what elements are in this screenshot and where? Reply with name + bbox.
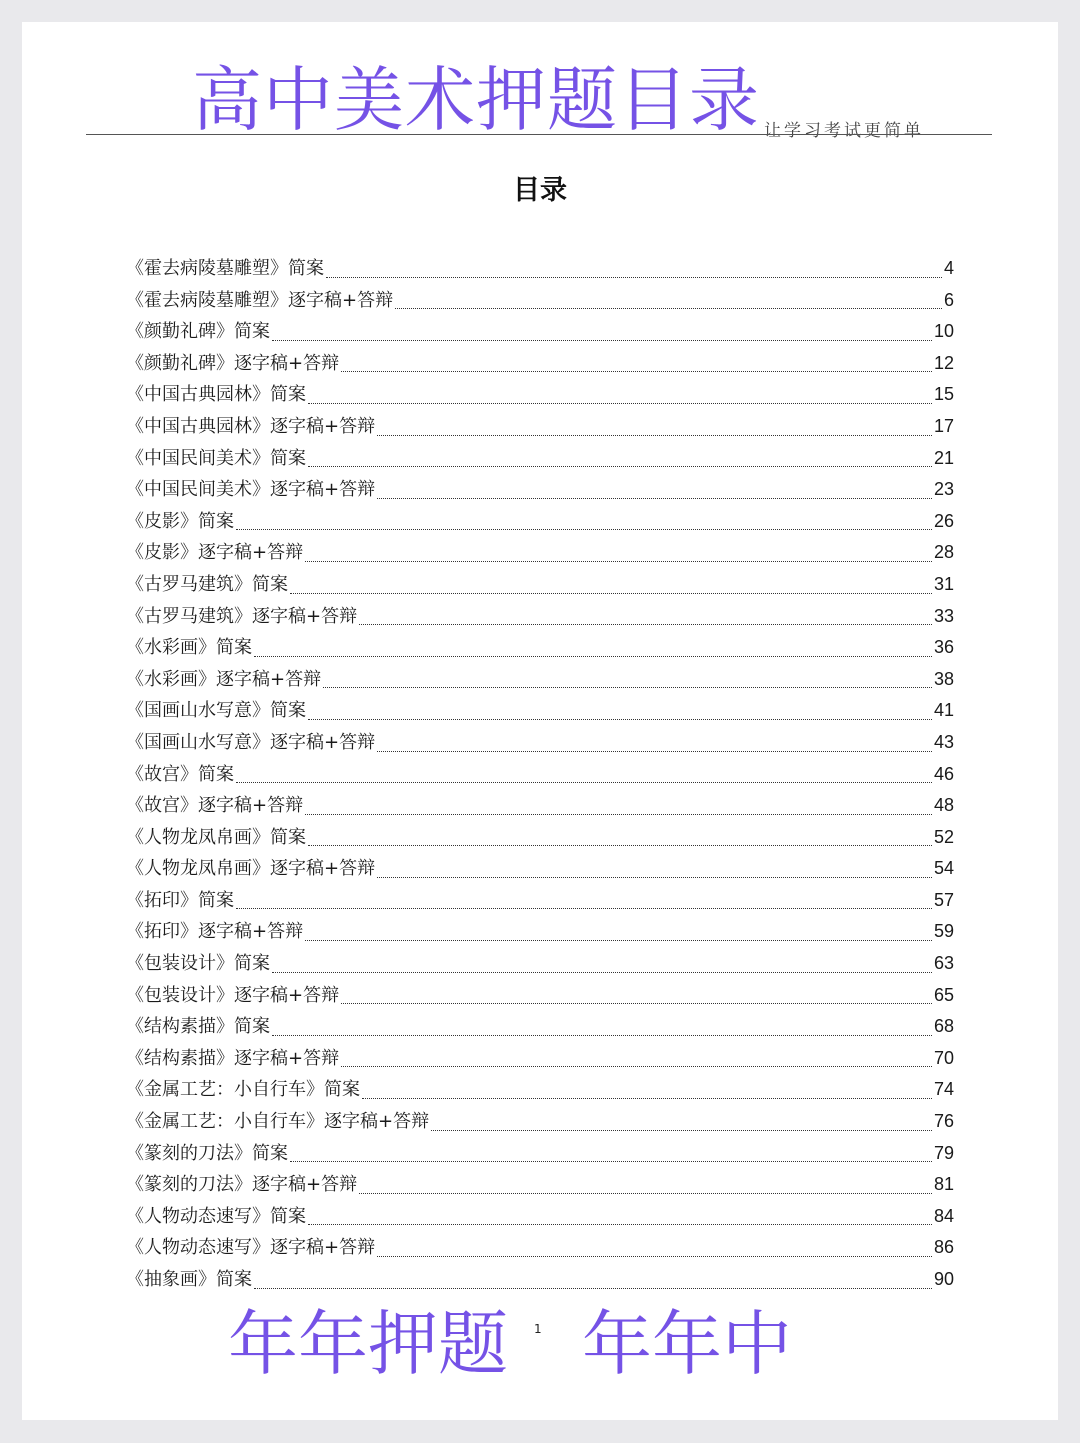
toc-dot-leader <box>377 1256 932 1257</box>
toc-entry-page: 38 <box>933 668 954 689</box>
toc-entry-page: 15 <box>933 384 954 405</box>
toc-entry-title: 《金属工艺：小自行车》逐字稿+答辩 <box>126 1111 430 1133</box>
toc-entry[interactable] <box>126 823 954 855</box>
toc-entry-page: 6 <box>943 289 954 310</box>
toc-entry[interactable] <box>126 286 954 318</box>
header-divider <box>86 134 992 135</box>
toc-entry[interactable] <box>126 602 954 634</box>
document-page <box>22 22 1058 1420</box>
toc-entry-page: 68 <box>933 1016 954 1037</box>
toc-entry-title: 《结构素描》逐字稿+答辩 <box>126 1047 340 1069</box>
toc-entry-page: 33 <box>933 605 954 626</box>
toc-entry-page: 21 <box>933 447 954 468</box>
banner-title: 高中美术押题目录 <box>192 59 760 141</box>
toc-dot-leader <box>359 624 932 625</box>
toc-entry[interactable] <box>126 728 954 760</box>
toc-entry-page: 46 <box>933 763 954 784</box>
toc-entry-title: 《中国民间美术》逐字稿+答辩 <box>126 479 376 501</box>
toc-dot-leader <box>272 972 932 973</box>
toc-entry-title: 《金属工艺：小自行车》简案 <box>126 1079 360 1101</box>
toc-entry[interactable] <box>126 1170 954 1202</box>
toc-heading: 目录 <box>513 175 567 206</box>
toc-dot-leader <box>308 466 932 467</box>
toc-entry-page: 36 <box>933 637 954 658</box>
toc-dot-leader <box>272 340 932 341</box>
toc-entry[interactable] <box>126 1075 954 1107</box>
toc-entry-title: 《皮影》简案 <box>126 510 234 532</box>
toc-entry-title: 《篆刻的刀法》逐字稿+答辩 <box>126 1174 358 1196</box>
toc-entry-title: 《故宫》逐字稿+答辩 <box>126 795 304 817</box>
toc-entry-page: 41 <box>933 700 954 721</box>
toc-entry-title: 《拓印》简案 <box>126 889 234 911</box>
toc-entry-page: 57 <box>933 889 954 910</box>
toc-entry-title: 《古罗马建筑》逐字稿+答辩 <box>126 605 358 627</box>
toc-entry-title: 《人物动态速写》简案 <box>126 1205 306 1227</box>
toc-entry-title: 《篆刻的刀法》简案 <box>126 1142 288 1164</box>
toc-dot-leader <box>326 277 942 278</box>
toc-dot-leader <box>431 1130 932 1131</box>
toc-dot-leader <box>305 940 932 941</box>
toc-entry-title: 《抽象画》简案 <box>126 1269 252 1290</box>
toc-entry-page: 76 <box>933 1111 954 1132</box>
slogan: 让学习考试更简单 <box>764 121 924 141</box>
toc-entry[interactable] <box>126 317 954 349</box>
toc-entry[interactable] <box>126 981 954 1013</box>
toc-entry-title: 《拓印》逐字稿+答辩 <box>126 921 304 943</box>
toc-entry-title: 《颜勤礼碑》简案 <box>126 321 270 343</box>
toc-dot-leader <box>377 498 932 499</box>
toc-entry[interactable] <box>126 507 954 539</box>
toc-dot-leader <box>236 529 932 530</box>
toc-entry-page: 52 <box>933 826 954 847</box>
page-number: 1 <box>534 1322 542 1336</box>
toc-list <box>126 254 954 1297</box>
toc-entry-page: 10 <box>933 321 954 342</box>
toc-entry[interactable] <box>126 791 954 823</box>
toc-entry[interactable] <box>126 1107 954 1139</box>
toc-entry-page: 81 <box>933 1174 954 1195</box>
toc-dot-leader <box>377 751 932 752</box>
toc-entry-page: 90 <box>933 1269 954 1289</box>
toc-entry-title: 《人物动态速写》逐字稿+答辩 <box>126 1237 376 1259</box>
toc-entry[interactable] <box>126 538 954 570</box>
toc-dot-leader <box>305 561 932 562</box>
toc-entry-title: 《水彩画》逐字稿+答辩 <box>126 668 322 690</box>
toc-entry-page: 86 <box>933 1237 954 1258</box>
toc-entry[interactable] <box>126 1265 954 1297</box>
toc-entry-title: 《中国民间美术》简案 <box>126 447 306 469</box>
toc-entry[interactable] <box>126 886 954 918</box>
toc-entry-title: 《霍去病陵墓雕塑》逐字稿+答辩 <box>126 289 394 311</box>
toc-entry-page: 74 <box>933 1079 954 1100</box>
toc-dot-leader <box>341 1066 932 1067</box>
toc-entry[interactable] <box>126 1202 954 1234</box>
toc-entry[interactable] <box>126 1044 954 1076</box>
toc-entry-page: 12 <box>933 352 954 373</box>
toc-entry-title: 《结构素描》简案 <box>126 1016 270 1038</box>
footer-slogan-right: 年年中 <box>582 1303 792 1385</box>
toc-dot-leader <box>290 1161 932 1162</box>
toc-entry[interactable] <box>126 254 954 286</box>
toc-entry-page: 28 <box>933 542 954 563</box>
toc-entry[interactable] <box>126 380 954 412</box>
toc-entry[interactable] <box>126 570 954 602</box>
toc-dot-leader <box>254 656 932 657</box>
toc-entry[interactable] <box>126 475 954 507</box>
toc-entry-page: 84 <box>933 1205 954 1226</box>
toc-entry-page: 65 <box>933 984 954 1005</box>
toc-entry-page: 23 <box>933 479 954 500</box>
toc-entry-title: 《包装设计》逐字稿+答辩 <box>126 984 340 1006</box>
toc-dot-leader <box>290 593 932 594</box>
footer-slogan-left: 年年押题 <box>228 1303 508 1385</box>
toc-entry-title: 《皮影》逐字稿+答辩 <box>126 542 304 564</box>
toc-entry-title: 《中国古典园林》逐字稿+答辩 <box>126 415 376 437</box>
toc-entry-title: 《霍去病陵墓雕塑》简案 <box>126 258 324 279</box>
toc-dot-leader <box>308 1224 932 1225</box>
toc-entry-page: 59 <box>933 921 954 942</box>
toc-entry[interactable] <box>126 917 954 949</box>
toc-dot-leader <box>272 1035 932 1036</box>
toc-dot-leader <box>236 908 932 909</box>
toc-entry[interactable] <box>126 1233 954 1265</box>
toc-entry-page: 4 <box>943 258 954 278</box>
toc-entry[interactable] <box>126 760 954 792</box>
toc-entry[interactable] <box>126 1139 954 1171</box>
toc-entry-page: 17 <box>933 415 954 436</box>
toc-entry-title: 《颜勤礼碑》逐字稿+答辩 <box>126 352 340 374</box>
toc-dot-leader <box>377 435 932 436</box>
toc-dot-leader <box>308 403 932 404</box>
toc-entry-page: 79 <box>933 1142 954 1163</box>
toc-dot-leader <box>341 1003 932 1004</box>
toc-entry[interactable] <box>126 412 954 444</box>
toc-entry[interactable] <box>126 444 954 476</box>
toc-entry[interactable] <box>126 1012 954 1044</box>
toc-entry-title: 《中国古典园林》简案 <box>126 384 306 406</box>
toc-entry-title: 《人物龙凤帛画》简案 <box>126 826 306 848</box>
toc-entry-page: 63 <box>933 953 954 974</box>
toc-entry-page: 31 <box>933 573 954 594</box>
toc-dot-leader <box>362 1098 932 1099</box>
toc-dot-leader <box>308 845 932 846</box>
toc-dot-leader <box>236 782 932 783</box>
toc-dot-leader <box>323 687 932 688</box>
toc-entry[interactable] <box>126 696 954 728</box>
toc-entry-title: 《水彩画》简案 <box>126 637 252 659</box>
toc-dot-leader <box>359 1193 932 1194</box>
toc-entry-page: 48 <box>933 795 954 816</box>
toc-entry-page: 70 <box>933 1047 954 1068</box>
toc-dot-leader <box>305 814 932 815</box>
toc-entry-title: 《包装设计》简案 <box>126 953 270 975</box>
toc-entry[interactable] <box>126 633 954 665</box>
toc-entry-title: 《故宫》简案 <box>126 763 234 785</box>
toc-entry[interactable] <box>126 349 954 381</box>
toc-entry-title: 《国画山水写意》逐字稿+答辩 <box>126 731 376 753</box>
toc-entry-page: 54 <box>933 858 954 879</box>
toc-entry-title: 《国画山水写意》简案 <box>126 700 306 722</box>
toc-dot-leader <box>395 308 942 309</box>
toc-entry-page: 43 <box>933 731 954 752</box>
toc-entry-page: 26 <box>933 510 954 531</box>
toc-entry[interactable] <box>126 949 954 981</box>
toc-dot-leader <box>341 371 932 372</box>
toc-dot-leader <box>308 719 932 720</box>
toc-entry-title: 《人物龙凤帛画》逐字稿+答辩 <box>126 858 376 880</box>
toc-entry-title: 《古罗马建筑》简案 <box>126 573 288 595</box>
toc-entry[interactable] <box>126 665 954 697</box>
toc-dot-leader <box>254 1288 932 1289</box>
toc-entry[interactable] <box>126 854 954 886</box>
toc-dot-leader <box>377 877 932 878</box>
